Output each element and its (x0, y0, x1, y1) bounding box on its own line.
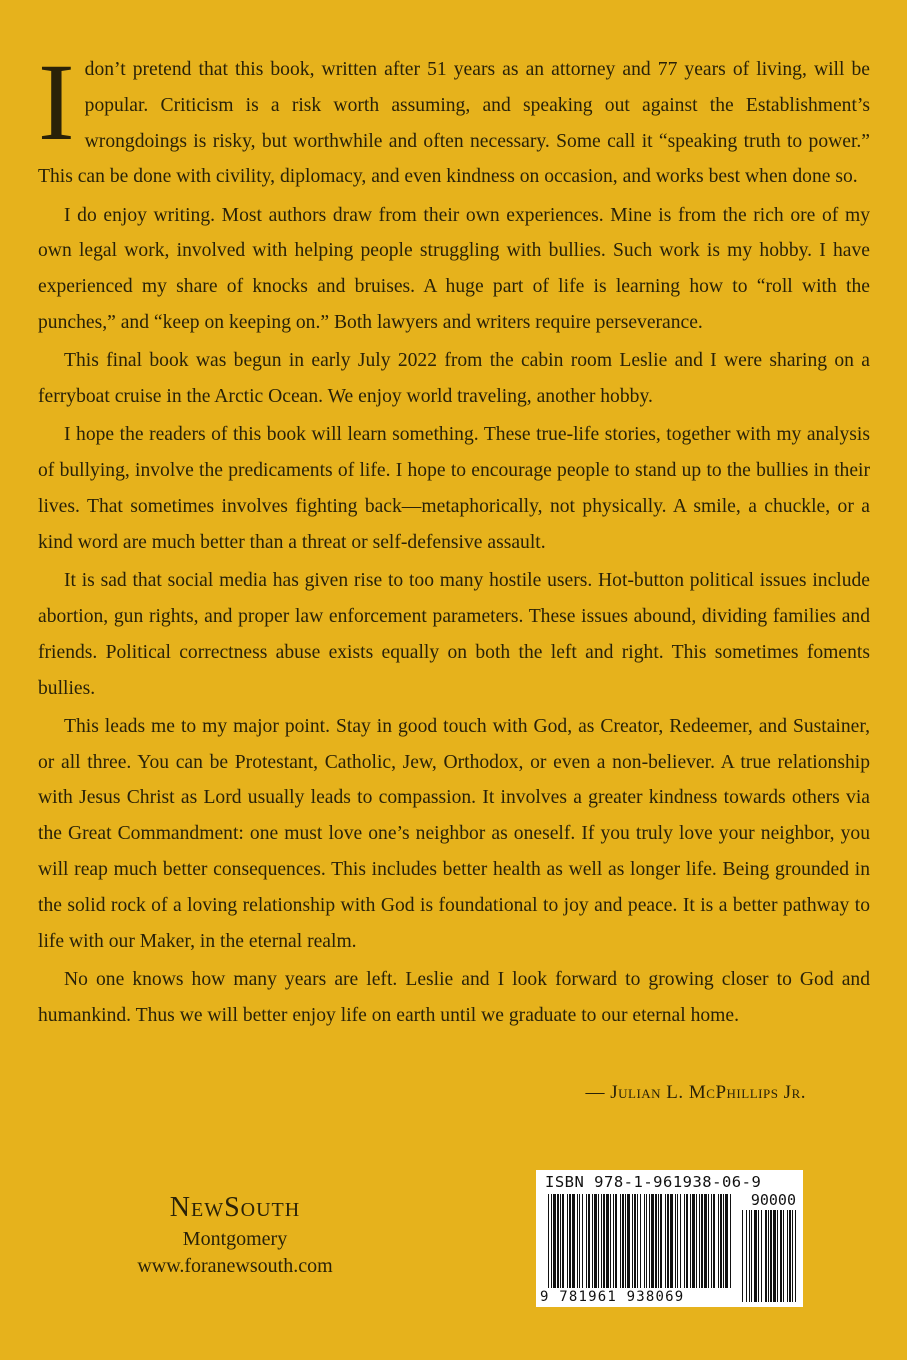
publisher-city: Montgomery (182, 1228, 288, 1250)
barcode-bar (696, 1194, 697, 1288)
barcode-bar (667, 1194, 669, 1288)
barcode-addon-bar (770, 1210, 772, 1302)
barcode-bar (637, 1194, 638, 1288)
barcode-bar (670, 1194, 673, 1288)
barcode-bar (560, 1194, 561, 1288)
paragraph-5: It is sad that social media has given rise to too many hostile users. Hot-button political issues include abortion, gun rights, and proper law enforcement parameters. These issues abound, dividing families and friends. Political correctness abuse exists equally on both the left and right. This sometimes foments bullies. (38, 570, 870, 699)
barcode-bar (562, 1194, 564, 1288)
barcode-bar (675, 1194, 676, 1288)
barcode-bar (655, 1194, 657, 1288)
barcode-bar (718, 1194, 719, 1288)
barcode-bar (588, 1194, 590, 1288)
barcode-addon-bar (768, 1210, 769, 1302)
barcode-bar (658, 1194, 659, 1288)
barcode-addon: 90000 (750, 1191, 796, 1209)
barcode-bar (634, 1194, 636, 1288)
barcode-addon-bar (761, 1210, 762, 1302)
barcode-bar (553, 1194, 556, 1288)
barcode-bar (680, 1194, 681, 1288)
barcode-addon-bar (758, 1210, 759, 1302)
isbn-barcode (536, 1170, 803, 1307)
paragraph-3: This final book was begun in early July 2022 from the cabin room Leslie and I were sharing on a ferryboat cruise in the Arctic Ocean. We enjoy world traveling, another hobby. (38, 350, 870, 408)
publisher-block (100, 1190, 370, 1280)
barcode-bar (665, 1194, 666, 1288)
barcode-addon-bar (751, 1210, 752, 1302)
paragraph-6: This leads me to my major point. Stay in good touch with God, as Creator, Redeemer, and Sustainer, or all three. You can be Protestant, Catholic, Jew, Orthodox, or even a non-believer. A true relationship with Jesus Christ as Lord usually leads to compassion. It involves a greater kindness towards others via the Great Commandment: one must love one’s neighbor as oneself. If you truly love your neighbor, you will reap much better consequences. This includes better health as well as longer life. Being grounded in the solid rock of a loving relationship with God is foundational to joy and peace. It is a better pathway to life with our Maker, in the eternal realm. (38, 715, 870, 952)
barcode-bar (625, 1194, 626, 1288)
paragraph-1 (38, 41, 870, 195)
barcode-bar (610, 1194, 611, 1288)
barcode-bar (577, 1194, 578, 1288)
barcode-bar (582, 1194, 583, 1288)
barcode-bar (627, 1194, 630, 1288)
paragraph-2: I do enjoy writing. Most authors draw from their own experiences. Mine is from the rich ore of my own legal work, involved with helping people struggling with bullies. Such work is my hobby. I have experienced my share of knocks and bruises. A huge part of life is learning how to “roll with the punches,” and “keep on keeping on.” Both lawyers and writers require perseverance. (38, 204, 870, 334)
barcode-bar (701, 1194, 703, 1288)
author-signature: — Julian L. McPhillips Jr. (585, 1082, 806, 1103)
barcode-bar (725, 1194, 728, 1288)
barcode-bar (615, 1194, 617, 1288)
barcode-bar (567, 1194, 568, 1288)
barcode-bar (646, 1194, 647, 1288)
publisher-name: NewSouth (169, 1192, 301, 1223)
barcode-bar (660, 1194, 662, 1288)
barcode-bar (711, 1194, 712, 1288)
publisher-url: www.foranewsouth.com (137, 1255, 333, 1277)
paragraph-4: I hope the readers of this book will learn something. These true-life stories, together with my analysis of bullying, involve the predicaments of life. I hope to encourage people to stand up to the bullies in their lives. That sometimes involves fighting back—metaphorically, not physically. A smile, a chuckle, or a kind word are much better than a threat or self-defensive assault. (38, 424, 870, 553)
barcode-bar (651, 1194, 654, 1288)
barcode-bar (586, 1194, 587, 1288)
barcode-bar (622, 1194, 624, 1288)
barcode-addon-bar (789, 1210, 791, 1302)
barcode-bar (649, 1194, 650, 1288)
barcode-bar (594, 1194, 597, 1288)
barcode-bar (551, 1194, 552, 1288)
barcode-bar (686, 1194, 688, 1288)
paragraph-1-text: don’t pretend that this book, written after 51 years as an attorney and 77 years of living, will be popular. Criticism is a risk worth assuming, and speaking out against the Establishment’s wrongdoings is risky, but worthwhile and often necessary. Some call it “speaking truth to power.” This can be done with civility, diplomacy, and even kindness on occasion, and works best when done so. (38, 59, 870, 188)
barcode-bar (640, 1194, 641, 1288)
barcode-addon-bar (780, 1210, 782, 1302)
barcode-addon-bar (777, 1210, 778, 1302)
barcode-bar (690, 1194, 691, 1288)
barcode-bar (684, 1194, 685, 1288)
back-cover-text (38, 41, 870, 1036)
barcode-addon-bar (773, 1210, 776, 1302)
barcode-addon-bar (746, 1210, 747, 1302)
barcode-bar (606, 1194, 609, 1288)
barcode-bar (620, 1194, 621, 1288)
barcode-bar (592, 1194, 593, 1288)
barcode-bar (644, 1194, 645, 1288)
barcode-bar (699, 1194, 700, 1288)
barcode-addon-bar (792, 1210, 793, 1302)
barcode-bar (603, 1194, 605, 1288)
barcode-addon-bar (783, 1210, 784, 1302)
barcode-bar (720, 1194, 722, 1288)
barcode-bar (548, 1194, 549, 1288)
barcode-bar (569, 1194, 571, 1288)
barcode-bar (557, 1194, 559, 1288)
barcode-bar (613, 1194, 614, 1288)
barcode-addon-bar (754, 1210, 757, 1302)
barcode-bar (730, 1194, 731, 1288)
barcode-addon-bar (787, 1210, 788, 1302)
barcode-addon-bar (765, 1210, 767, 1302)
barcode-bar (598, 1194, 599, 1288)
barcode-bar (723, 1194, 724, 1288)
barcode-bar (677, 1194, 678, 1288)
barcode-bar (579, 1194, 580, 1288)
barcode-bar (704, 1194, 707, 1288)
paragraph-7: No one knows how many years are left. Leslie and I look forward to growing closer to God and humankind. Thus we will better enjoy life on earth until we graduate to our eternal home. (38, 968, 870, 1026)
drop-cap: I (38, 41, 75, 163)
barcode-addon-bar (749, 1210, 750, 1302)
barcode-bar (572, 1194, 575, 1288)
barcode-bar (713, 1194, 715, 1288)
isbn-label: ISBN 978-1-961938-06-9 (545, 1173, 762, 1191)
barcode-bar (692, 1194, 695, 1288)
barcode-addon-bar (795, 1210, 796, 1302)
barcode-digits: 9 781961 938069 (540, 1289, 685, 1305)
barcode-bar (632, 1194, 633, 1288)
barcode-bar (708, 1194, 709, 1288)
barcode-bar (601, 1194, 602, 1288)
barcode-addon-bar (742, 1210, 743, 1302)
